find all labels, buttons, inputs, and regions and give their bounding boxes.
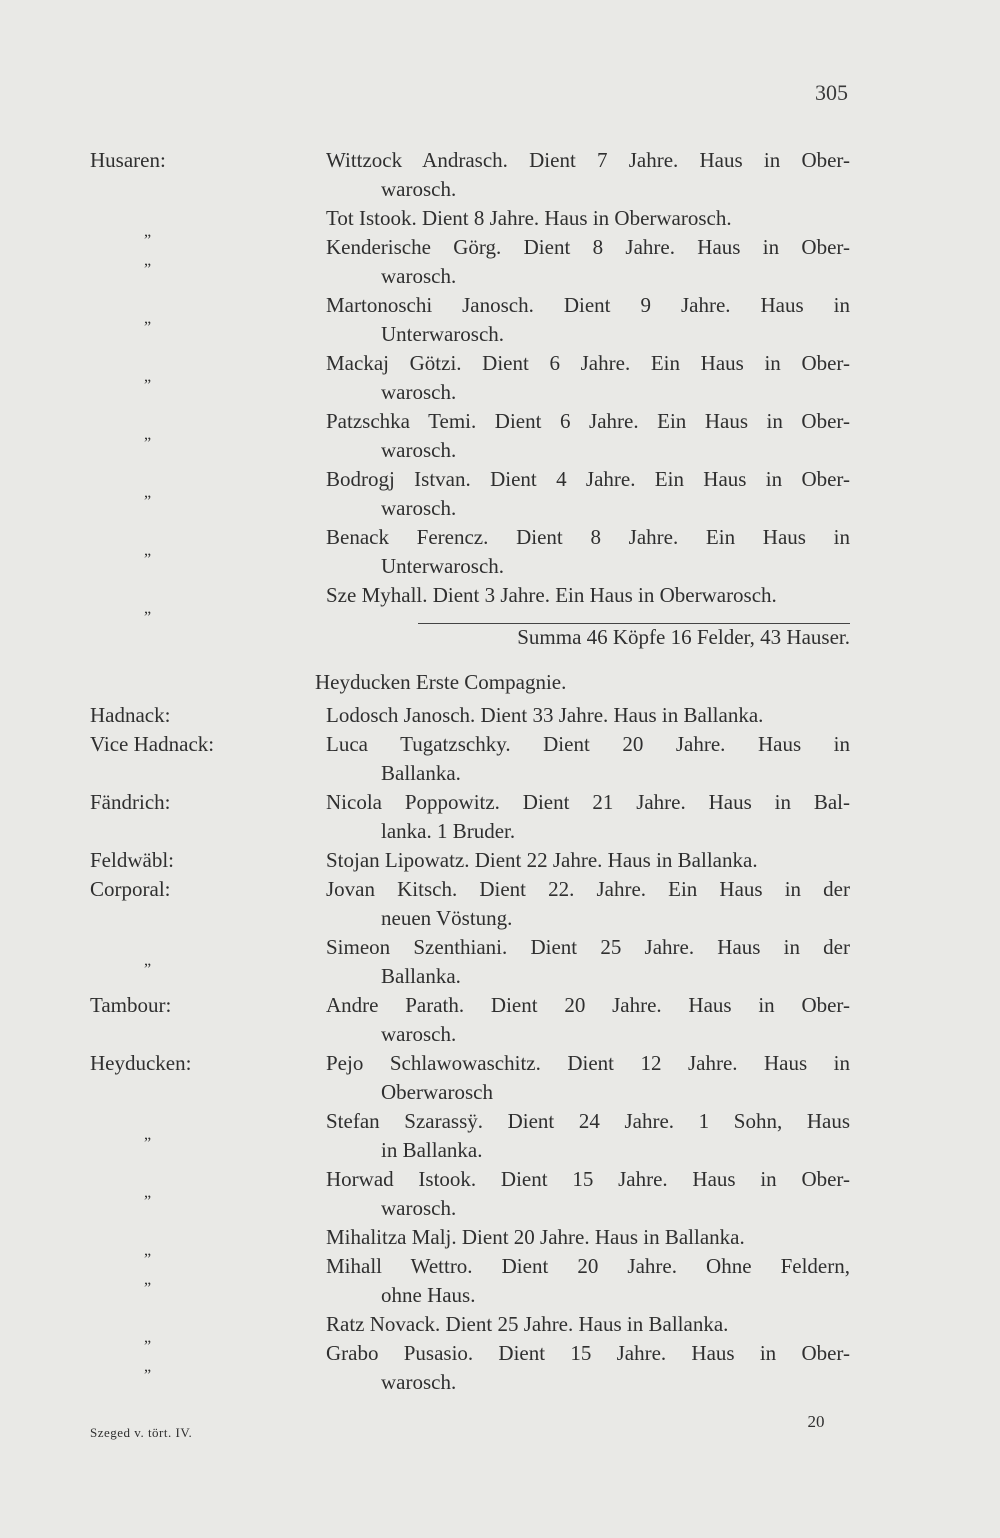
entry-text — [326, 204, 850, 233]
entry-continuation-line: lanka. 1 Bruder. — [381, 819, 516, 843]
entry-text — [326, 1049, 850, 1107]
entry-line: Ratz Novack. Dient 25 Jahre. Haus in Ballanka. — [326, 1312, 729, 1336]
entry-text — [326, 730, 850, 788]
ditto-mark: „ — [144, 484, 152, 501]
ditto-mark: „ — [144, 368, 152, 385]
entry-text — [326, 1223, 850, 1252]
entry-line: Mihalitza Malj. Dient 20 Jahre. Haus in Ballanka. — [326, 1225, 745, 1249]
entry-text — [326, 991, 850, 1049]
footer-note: Szeged v. tört. IV. — [90, 1425, 193, 1440]
section-heading: Heyducken Erste Compagnie. — [315, 670, 567, 694]
ditto-mark: „ — [144, 426, 152, 443]
entry-line: Simeon Szenthiani. Dient 25 Jahre. Haus in der — [326, 935, 850, 959]
entry-text — [326, 291, 850, 349]
ditto-mark: „ — [144, 310, 152, 327]
entry-text — [326, 788, 850, 846]
entry-continuation-line: Ballanka. — [381, 964, 461, 988]
entry-text — [326, 846, 850, 875]
entry-line: Kenderische Görg. Dient 8 Jahre. Haus in Ober- — [326, 235, 850, 259]
entry-text — [326, 701, 850, 730]
entry-continuation-line: warosch. — [381, 438, 457, 462]
entry-continuation-line: warosch. — [381, 496, 457, 520]
entry-text — [326, 1252, 850, 1310]
entry-line: Pejo Schlawowaschitz. Dient 12 Jahre. Haus in — [326, 1051, 850, 1075]
rank-label: Fändrich: — [90, 790, 171, 814]
entry-text — [326, 1107, 850, 1165]
entry-line: Benack Ferencz. Dient 8 Jahre. Ein Haus in — [326, 525, 850, 549]
entry-continuation-line: warosch. — [381, 1022, 457, 1046]
ditto-mark: „ — [144, 600, 152, 617]
entry-text — [326, 407, 850, 465]
entry-continuation-line: neuen Vöstung. — [381, 906, 513, 930]
entry-line: Sze Myhall. Dient 3 Jahre. Ein Haus in Oberwarosch. — [326, 583, 777, 607]
entry-continuation-line: in Ballanka. — [381, 1138, 483, 1162]
rank-label: Vice Hadnack: — [90, 732, 215, 756]
entry-line: Nicola Poppowitz. Dient 21 Jahre. Haus in Bal- — [326, 790, 850, 814]
rank-label: Corporal: — [90, 877, 171, 901]
entry-continuation-line: Oberwarosch — [381, 1080, 493, 1104]
ditto-mark: „ — [144, 252, 152, 269]
ditto-mark: „ — [144, 223, 152, 240]
entry-line: Tot Istook. Dient 8 Jahre. Haus in Oberwarosch. — [326, 206, 732, 230]
entry-text — [326, 1339, 850, 1397]
entry-line: Grabo Pusasio. Dient 15 Jahre. Haus in Ober- — [326, 1341, 850, 1365]
entry-text — [326, 349, 850, 407]
entry-continuation-line: Ballanka. — [381, 761, 461, 785]
entry-text — [326, 146, 850, 204]
ditto-mark: „ — [144, 952, 152, 969]
entry-line: Stefan Szarassÿ. Dient 24 Jahre. 1 Sohn, Haus — [326, 1109, 850, 1133]
summary-line: Summa 46 Köpfe 16 Felder, 43 Hauser. — [517, 625, 850, 649]
ditto-mark: „ — [144, 1242, 152, 1259]
rank-label: Feldwäbl: — [90, 848, 174, 872]
entry-line: Luca Tugatzschky. Dient 20 Jahre. Haus in — [326, 732, 850, 756]
signature-mark: 20 — [807, 1412, 825, 1431]
ditto-mark: „ — [144, 542, 152, 559]
entry-text — [326, 875, 850, 933]
entry-continuation-line: Unterwarosch. — [381, 322, 505, 346]
entry-line: Bodrogj Istvan. Dient 4 Jahre. Ein Haus in Ober- — [326, 467, 850, 491]
entry-continuation-line: warosch. — [381, 1196, 457, 1220]
ditto-mark: „ — [144, 1184, 152, 1201]
rank-label: Husaren: — [90, 148, 166, 172]
entry-text — [326, 465, 850, 523]
entry-text — [326, 581, 850, 610]
entry-continuation-line: warosch. — [381, 380, 457, 404]
entry-text — [326, 933, 850, 991]
entry-continuation-line: warosch. — [381, 177, 457, 201]
rank-label: Heyducken: — [90, 1051, 192, 1075]
page-number: 305 — [815, 80, 848, 105]
rank-label: Hadnack: — [90, 703, 171, 727]
entry-line: Mihall Wettro. Dient 20 Jahre. Ohne Feldern, — [326, 1254, 850, 1278]
ditto-mark: „ — [144, 1329, 152, 1346]
entry-text — [326, 233, 850, 291]
entry-text — [326, 523, 850, 581]
entry-line: Horwad Istook. Dient 15 Jahre. Haus in Ober- — [326, 1167, 850, 1191]
entry-line: Andre Parath. Dient 20 Jahre. Haus in Ober- — [326, 993, 850, 1017]
entry-text — [326, 1165, 850, 1223]
entry-line: Mackaj Götzi. Dient 6 Jahre. Ein Haus in Ober- — [326, 351, 850, 375]
entry-line: Stojan Lipowatz. Dient 22 Jahre. Haus in Ballanka. — [326, 848, 758, 872]
entry-line: Wittzock Andrasch. Dient 7 Jahre. Haus in Ober- — [326, 148, 850, 172]
entry-continuation-line: ohne Haus. — [381, 1283, 476, 1307]
entry-continuation-line: warosch. — [381, 1370, 457, 1394]
entry-line: Lodosch Janosch. Dient 33 Jahre. Haus in Ballanka. — [326, 703, 764, 727]
entry-line: Jovan Kitsch. Dient 22. Jahre. Ein Haus in der — [326, 877, 850, 901]
entry-text — [326, 1310, 850, 1339]
entry-continuation-line: warosch. — [381, 264, 457, 288]
ditto-mark: „ — [144, 1126, 152, 1143]
ditto-mark: „ — [144, 1358, 152, 1375]
rank-label: Tambour: — [90, 993, 172, 1017]
entry-line: Patzschka Temi. Dient 6 Jahre. Ein Haus in Ober- — [326, 409, 850, 433]
ditto-mark: „ — [144, 1271, 152, 1288]
entry-continuation-line: Unterwarosch. — [381, 554, 505, 578]
entry-line: Martonoschi Janosch. Dient 9 Jahre. Haus in — [326, 293, 850, 317]
